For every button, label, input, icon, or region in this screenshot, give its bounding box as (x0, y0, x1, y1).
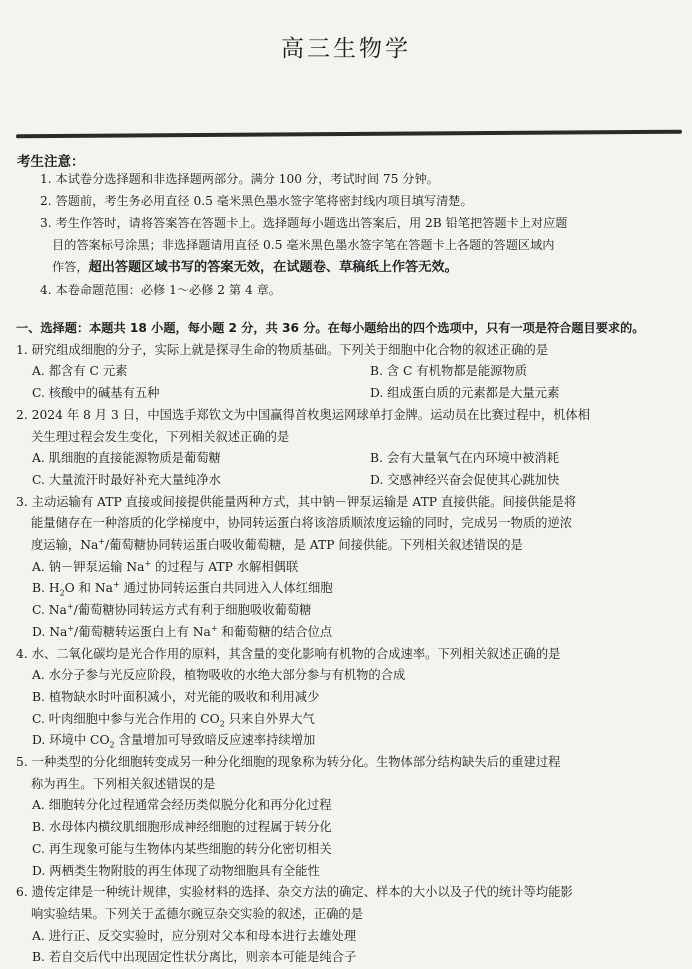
q5-stem-1: 5. 一种类型的分化细胞转变成另一种分化细胞的现象称为转分化。生物体部分结构缺失后的重建过程 (16, 755, 561, 770)
q4-option-c (16, 709, 688, 731)
q2-option-b: B. 会有大量氧气在内环境中被消耗 (370, 451, 560, 466)
notice-item-4: 4. 本卷命题范围：必修 1～必修 2 第 4 章。 (40, 283, 281, 297)
q2-option-d: D. 交感神经兴奋会促使其心跳加快 (370, 472, 560, 487)
q3-stem-2: 能量储存在一种溶质的化学梯度中，协同转运蛋白将该溶质顺浓度运输的同时，完成另一物质的逆浓 (31, 516, 573, 531)
notice-item-2: 2. 答题前，考生务必用直径 0.5 毫米黑色墨水签字笔将密封线内项目填写清楚。 (40, 194, 473, 208)
page-title: 高三生物学 (281, 36, 411, 62)
q1-options-row-1 (16, 361, 688, 383)
q2-options-row-2 (16, 470, 688, 492)
subscript-2: 2 (109, 740, 115, 750)
q4-option-b: B. 植物缺水时叶面积减小，对光能的吸收和利用减少 (32, 689, 320, 704)
q3-stem-3 (16, 535, 688, 557)
q4-stem: 4. 水、二氧化碳均是光合作用的原料，其含量的变化影响有机物的合成速率。下列相关叙述正确的是 (16, 646, 561, 661)
notice-item-3-bold: 超出答题区域书写的答案无效，在试题卷、草稿纸上作答无效。 (88, 260, 458, 275)
superscript-plus: + (112, 580, 120, 590)
q1-option-d: D. 组成蛋白质的元素都是大量元素 (370, 386, 560, 401)
notice-item-3-line-1: 3. 考生作答时，请将答案答在答题卡上。选择题每小题选出答案后，用 2B 铅笔把答题卡上对应题 (40, 216, 568, 230)
notice-item-1: 1. 本试卷分选择题和非选择题两部分。满分 100 分，考试时间 75 分钟。 (40, 172, 439, 186)
q5-stem-2: 称为再生。下列相关叙述错误的是 (31, 776, 216, 791)
q2-option-a: A. 肌细胞的直接能源物质是葡萄糖 (32, 451, 221, 466)
q6-option-a: A. 进行正、反交实验时，应分别对父本和母本进行去雄处理 (32, 928, 357, 943)
notice-item-3-prefix: 作答， (52, 260, 89, 274)
q3-option-c (16, 600, 688, 622)
q3-option-b-part-3: 通过协同转运蛋白共同进入人体红细胞 (119, 581, 333, 596)
q3-stem-3-b: /葡萄糖协同转运蛋白吸收葡萄糖，是 ATP 间接供能。下列相关叙述错误的是 (104, 538, 523, 553)
q5-option-b: B. 水母体内横纹肌细胞形成神经细胞的过程属于转分化 (32, 820, 332, 835)
superscript-plus: + (67, 623, 75, 633)
q6-option-b: B. 若自交后代中出现固定性状分离比，则亲本可能是纯合子 (32, 950, 357, 965)
q3-option-d-part-3: 和葡萄糖的结合位点 (217, 624, 333, 639)
q4-option-c-part-1: C. 叶肉细胞中参与光合作用的 CO (32, 711, 220, 726)
q3-option-d-part-1: D. Na (32, 624, 68, 639)
q3-option-c-part-2: /葡萄糖协同转运方式有利于细胞吸收葡萄糖 (73, 603, 312, 618)
notice-item-3-line-3 (40, 256, 680, 279)
q2-stem-1: 2. 2024 年 8 月 3 日，中国选手郑钦文为中国赢得首枚奥运网球单打金牌。运动员在比赛过程中，机体相 (16, 407, 591, 422)
q4-option-d-part-2: 含量增加可导致暗反应速率持续增加 (114, 733, 316, 748)
subscript-2: 2 (59, 588, 65, 598)
q3-option-d-part-2: /葡萄糖转运蛋白上有 Na (74, 624, 211, 639)
q3-option-b-part-1: B. H (32, 581, 60, 596)
q3-option-b-part-2: O 和 Na (64, 581, 113, 596)
q3-option-a-part-2: 的过程与 ATP 水解相偶联 (151, 559, 299, 574)
q1-option-c: C. 核酸中的碱基有五种 (32, 386, 160, 401)
q3-option-c-part-1: C. Na (32, 603, 67, 618)
q2-option-c: C. 大量流汗时最好补充大量纯净水 (32, 472, 221, 487)
superscript-plus: + (66, 602, 74, 612)
q6-stem-2: 响实验结果。下列关于孟德尔豌豆杂交实验的叙述，正确的是 (31, 906, 364, 921)
superscript-plus: + (98, 536, 105, 546)
header-divider (16, 130, 682, 139)
q5-option-a: A. 细胞转分化过程通常会经历类似脱分化和再分化过程 (32, 798, 332, 813)
notice-heading: 考生注意： (17, 154, 85, 170)
section-heading: 一、选择题：本题共 18 小题，每小题 2 分，共 36 分。在每小题给出的四个选项中，只有一项是符合题目要求的。 (16, 321, 645, 335)
q3-option-d (16, 622, 688, 644)
q4-option-d (16, 730, 688, 752)
q1-option-a: A. 都含有 C 元素 (32, 364, 128, 379)
q6-stem-1: 6. 遗传定律是一种统计规律，实验材料的选择、杂交方法的确定、样本的大小以及子代的统计等均能影 (16, 885, 573, 900)
q5-option-c: C. 再生现象可能与生物体内某些细胞的转分化密切相关 (32, 841, 332, 856)
q3-option-b (16, 578, 688, 600)
q2-stem-2: 关生理过程会发生变化，下列相关叙述正确的是 (31, 429, 290, 444)
q4-option-c-part-2: 只来自外界大气 (224, 711, 315, 726)
q3-stem-3-a: 度运输，Na (31, 538, 99, 553)
notice-block (40, 168, 680, 301)
q1-stem: 1. 研究组成细胞的分子，实际上就是探寻生命的物质基础。下列关于细胞中化合物的叙述正确的是 (16, 342, 549, 357)
superscript-plus: + (144, 558, 152, 568)
q4-option-a: A. 水分子参与光反应阶段，植物吸收的水绝大部分参与有机物的合成 (32, 668, 406, 683)
q1-options-row-2 (16, 383, 688, 405)
q1-option-b: B. 含 C 有机物都是能源物质 (370, 364, 528, 379)
q3-option-a (16, 557, 688, 579)
q4-option-d-part-1: D. 环境中 CO (32, 733, 110, 748)
q5-option-d: D. 两栖类生物附肢的再生体现了动物细胞具有全能性 (32, 863, 320, 878)
superscript-plus: + (210, 623, 218, 633)
q3-option-a-part-1: A. 钠－钾泵运输 Na (32, 559, 145, 574)
question-body (16, 318, 688, 969)
notice-item-3-line-2: 目的答案标号涂黑；非选择题请用直径 0.5 毫米黑色墨水签字笔在答题卡上各题的答题区域内 (52, 238, 555, 252)
q2-options-row-1 (16, 448, 688, 470)
q3-stem-1: 3. 主动运输有 ATP 直接或间接提供能量两种方式，其中钠－钾泵运输是 ATP 直接供能。间接供能是将 (16, 494, 577, 509)
subscript-2: 2 (219, 719, 225, 729)
